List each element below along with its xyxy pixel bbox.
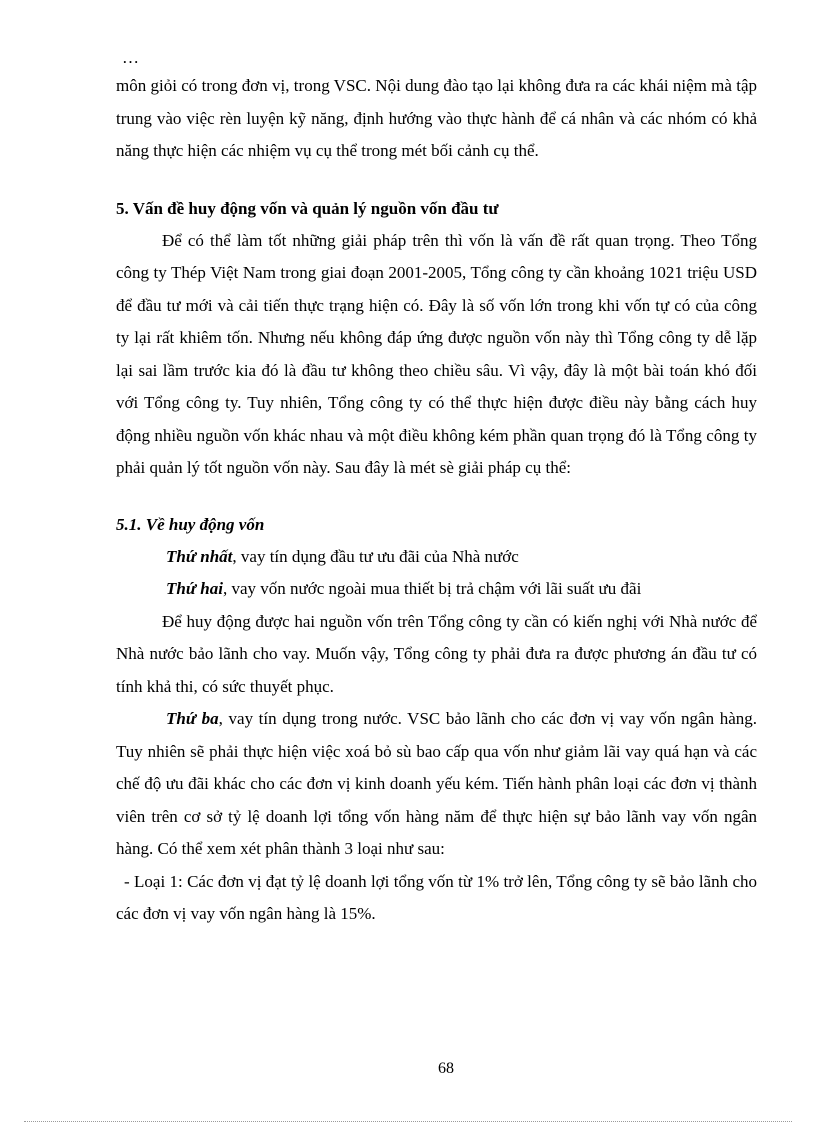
subsection-heading-5-1: 5.1. Về huy động vốn (116, 514, 265, 534)
continuation-ellipsis: … (122, 48, 139, 67)
paragraph-capital-need: Để có thể làm tốt những giải pháp trên thì vốn là vấn đề rất quan trọng. Theo Tổng công ty Thép Việt Nam trong giai đoạn 2001-2005, Tổng công ty cần khoảng 1021 triệu USD để đầu tư mới và cải tiến thực trạng hiện có. Đây là số vốn lớn trong khi vốn tự có của công ty lại rất khiêm tốn. Nhưng nếu không đáp ứng được nguồn vốn này thì Tổng công ty dễ lặp lại sai lầm trước kia đó là đầu tư không theo chiều sâu. Vì vậy, đây là một bài toán khó đối với Tổng công ty. Tuy nhiên, Tổng công ty có thể thực hiện được điều này bằng cách huy động nhiều nguồn vốn khác nhau và một điều không kém phần quan trọng đó là Tổng công ty phải quản lý tốt nguồn vốn này. Sau đây là mét sè giải pháp cụ thể: (116, 230, 757, 477)
item-lead-first: Thứ nhất (166, 546, 233, 566)
item-text-first: , vay tín dụng đầu tư ưu đãi của Nhà nước (232, 546, 519, 566)
list-item-second (116, 573, 757, 606)
footer-rule (24, 1121, 792, 1122)
item-lead-second: Thứ hai (166, 579, 223, 598)
section-heading-5: 5. Vấn đề huy động vốn và quản lý nguồn vốn đầu tư (116, 198, 499, 218)
paragraph-state-guarantee: Để huy động được hai nguồn vốn trên Tổng công ty cần có kiến nghị với Nhà nước để Nhà nước bảo lãnh cho vay. Muốn vậy, Tổng công ty phải đưa ra được phương án đầu tư có tính khả thi, có sức thuyết phục. (116, 611, 757, 696)
page-body (116, 48, 757, 931)
list-item-first (116, 541, 757, 574)
item-text-third: , vay tín dụng trong nước. VSC bảo lãnh cho các đơn vị vay vốn ngân hàng. Tuy nhiên sẽ phải thực hiện việc xoá bỏ sù bao cấp qua vốn như giảm lãi vay quá hạn và các chế độ ưu đãi khác cho các đơn vị kinh doanh yếu kém. Tiến hành phân loại các đơn vị thành viên trên cơ sở tỷ lệ doanh lợi tổng vốn hàng năm để thực hiện sự bảo lãnh vay vốn ngân hàng. Có thể xem xét phân thành 3 loại như sau: (116, 709, 758, 858)
item-lead-third: Thứ ba (166, 709, 219, 728)
paragraph-training: môn giỏi có trong đơn vị, trong VSC. Nội dung đào tạo lại không đưa ra các khái niệm mà tập trung vào việc rèn luyện kỹ năng, định hướng vào thực hành để cá nhân và các nhóm có khả năng thực hiện các nhiệm vụ cụ thể trong mét bối cảnh cụ thể. (116, 76, 757, 160)
item-text-second: , vay vốn nước ngoài mua thiết bị trả chậm với lãi suất ưu đãi (222, 579, 642, 598)
list-item-third (116, 703, 757, 866)
bullet-type-1: - Loại 1: Các đơn vị đạt tỷ lệ doanh lợi tổng vốn từ 1% trở lên, Tổng công ty sẽ bảo lãnh cho các đơn vị vay vốn ngân hàng là 15%. (116, 871, 757, 923)
page-number: 68 (438, 1060, 454, 1077)
